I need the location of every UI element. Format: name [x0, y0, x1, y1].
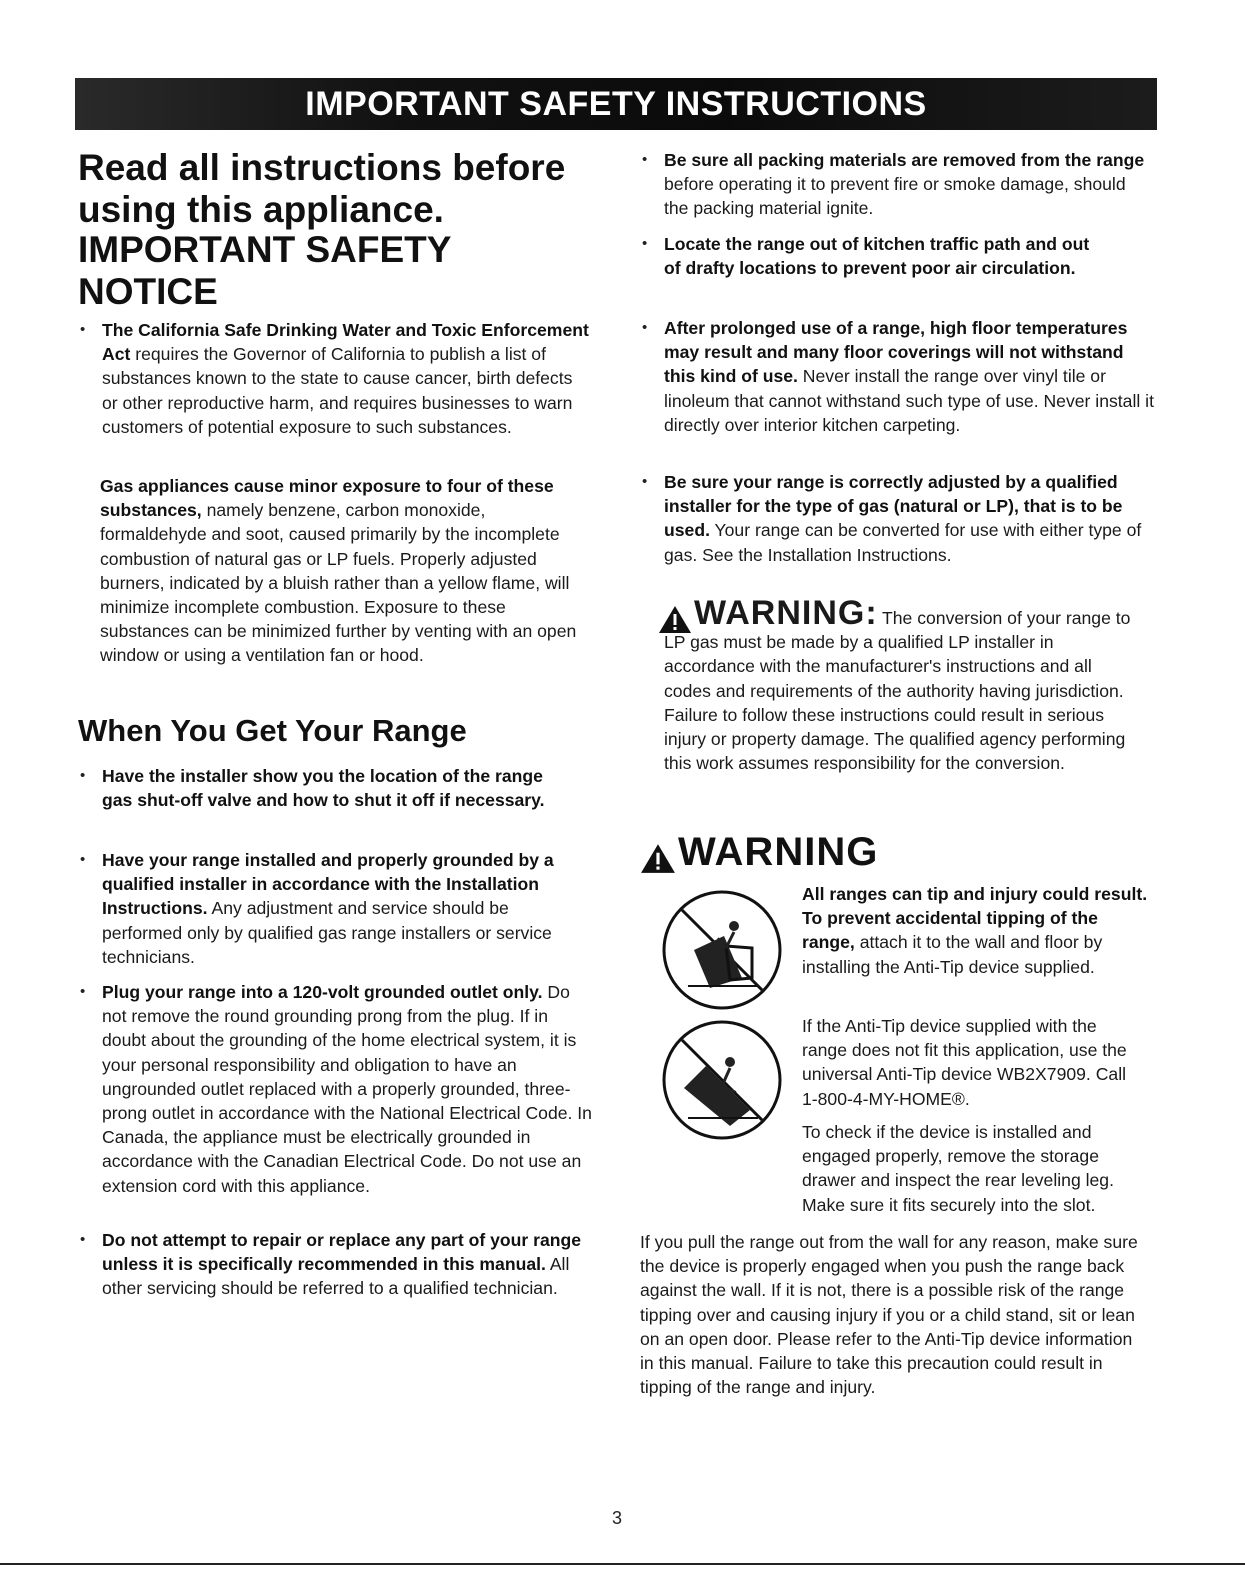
heading-notice-line1: IMPORTANT SAFETY [78, 229, 452, 270]
warning-inline-label: WARNING: [694, 594, 878, 632]
heading-read-line1: Read all instructions before [78, 147, 566, 188]
heading-notice-line2: NOTICE [78, 271, 218, 312]
bullet-grounded [102, 848, 592, 969]
floor-text: Never install the range over vinyl tile or linoleum that cannot withstand such type of use. Never install it directly over interior kitchen carpeting. [664, 366, 1154, 435]
gas-exposure-text: namely benzene, carbon monoxide, formaldehyde and soot, caused primarily by the incomplete combustion of natural gas or LP fuels. Properly adjusted burners, indicated by a bluish rather than a yellow flame, will minimize incomplete combustion. Exposure to these substances can be minimized further by venting with an open window or using a ventilation fan or hood. [100, 500, 577, 666]
banner-title: IMPORTANT SAFETY INSTRUCTIONS [305, 84, 927, 123]
outlet-text: Do not remove the round grounding prong from the plug. If in doubt about the grounding of the home electrical system, it is your personal responsibility and obligation to have an ungrounded outlet replaced with a properly grounded, three-prong outlet in accordance with the National Electrical Code. In Canada, the appliance must be electrically grounded in accordance with the Canadian Electrical Code. Do not use an extension cord with this appliance. [102, 982, 592, 1196]
bullet-gas-adjusted [664, 470, 1154, 567]
traffic-bold: Locate the range out of kitchen traffic path and out of drafty locations to prevent poor air circulation. [664, 234, 1090, 279]
repair-text: All other servicing should be referred to a qualified technician. [102, 1254, 570, 1299]
grounded-text: Any adjustment and service should be performed only by qualified gas range installers or service technicians. [102, 898, 552, 967]
gas-exposure-bold: Gas appliances cause minor exposure to four of these substances, [100, 476, 554, 521]
bullet-california-bold: The California Safe Drinking Water and Toxic Enforcement Act [102, 320, 589, 365]
packing-bold: Be sure all packing materials are removed from the range [664, 150, 1145, 170]
adjusted-bold: Be sure your range is correctly adjusted by a qualified installer for the type of gas (natural or LP), that is to be used. [664, 472, 1123, 541]
heading-when-you-get-range: When You Get Your Range [78, 713, 467, 748]
bullet-traffic-path [664, 232, 1104, 280]
page-number: 3 [612, 1508, 623, 1528]
floor-bold: After prolonged use of a range, high floor temperatures may result and many floor coverings will not withstand this kind of use. [664, 318, 1128, 387]
repair-bold: Do not attempt to repair or replace any part of your range unless it is specifically recommended in this manual. [102, 1230, 582, 1275]
bullet-floor-temperatures [664, 316, 1154, 437]
footer-rule [0, 1563, 1245, 1565]
adjusted-text: Your range can be converted for use with either type of gas. See the Installation Instructions. [664, 520, 1142, 565]
check-device-text: To check if the device is installed and engaged properly, remove the storage drawer and inspect the rear leveling leg. Make sure it fits securely into the slot. [802, 1122, 1114, 1215]
bullet-california-text: requires the Governor of California to publish a list of substances known to the state to cause cancer, birth defects or other reproductive harm, and requires businesses to warn customers of potential exposure to such substances. [102, 344, 573, 437]
grounded-bold: Have your range installed and properly grounded by a qualified installer in accordance with the Installation Instructions. [102, 850, 554, 919]
antitip-universal-text: If the Anti-Tip device supplied with the range does not fit this application, use the universal Anti-Tip device WB2X7909. Call 1-800-4-MY-HOME®. [802, 1016, 1127, 1109]
bullet-packing-materials [664, 148, 1154, 221]
bullet-do-not-repair [102, 1228, 592, 1301]
warning-big-label: WARNING [678, 830, 879, 874]
packing-text: before operating it to prevent fire or smoke damage, should the packing material ignite. [664, 174, 1126, 219]
no-child-on-door-icon [660, 1018, 784, 1147]
header-banner [75, 78, 1157, 130]
warning-conversion-text: The conversion of your range to LP gas must be made by a qualified LP installer in accordance with the manufacturer's instructions and all codes and requirements of the authority having jurisdiction. Failure to follow these instructions could result in serious injury or property damage. The qualified agency performing this work assumes responsibility for the conversion. [664, 608, 1131, 774]
outlet-bold: Plug your range into a 120-volt grounded outlet only. [102, 982, 543, 1002]
shutoff-bold: Have the installer show you the location of the range gas shut-off valve and how to shut it off if necessary. [102, 766, 545, 811]
tip-bold: All ranges can tip and injury could result. To prevent accidental tipping of the range, [802, 884, 1148, 953]
bullet-120v-outlet [102, 980, 592, 1198]
warning-big-header [640, 830, 940, 878]
warning-triangle-icon [640, 842, 676, 874]
tip-text: attach it to the wall and floor by installing the Anti-Tip device supplied. [802, 932, 1103, 977]
tip-warning-text [802, 882, 1154, 979]
bullet-california-act [102, 318, 592, 439]
bullet-shutoff-valve [102, 764, 572, 812]
pull-range-text: If you pull the range out from the wall for any reason, make sure the device is properly engaged when you push the range back against the wall. If it is not, there is a possible risk of the range tipping over and causing injury if you or a child stand, sit or lean on an open door. Please refer to the Anti-Tip device information in this manual. Failure to take this precaution could result in tipping of the range and injury. [640, 1232, 1138, 1398]
para-gas-exposure [100, 474, 592, 668]
no-tipping-range-icon [660, 888, 784, 1017]
heading-read-line2: using this appliance. [78, 189, 444, 230]
